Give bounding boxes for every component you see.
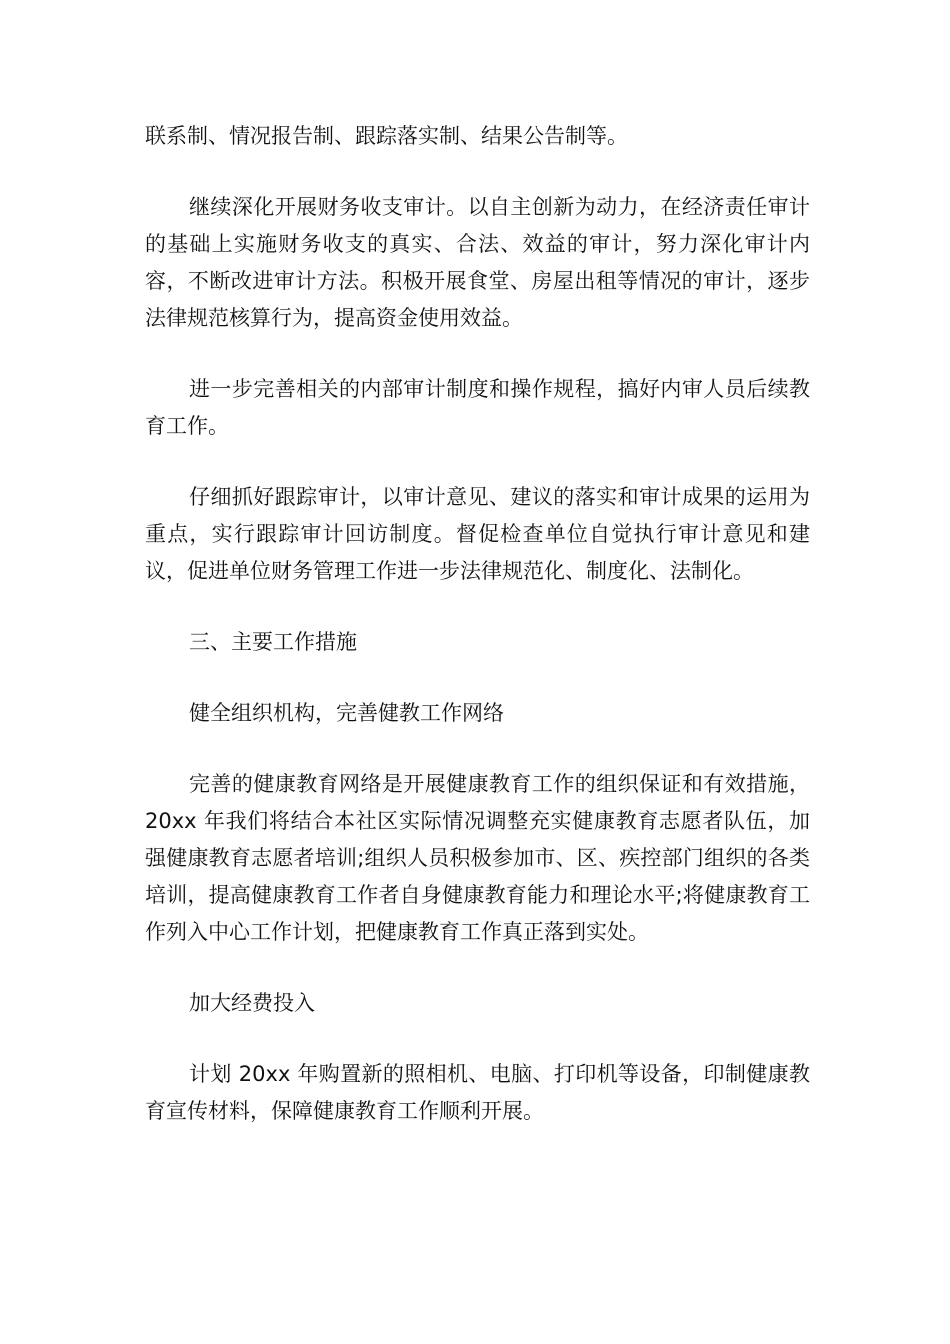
paragraph-6: 计划 20xx 年购置新的照相机、电脑、打印机等设备，印制健康教育宣传材料，保障健康教育工作顺利开展。 <box>145 1062 810 1123</box>
subheading-1: 健全组织机构，完善健教工作网络 <box>189 701 504 725</box>
paragraph-2: 继续深化开展财务收支审计。以自主创新为动力，在经济责任审计的基础上实施财务收支的真实、合法、效益的审计，努力深化审计内容，不断改进审计方法。积极开展食堂、房屋出租等情况的审计，逐步法律规范核算行为，提高资金使用效益。 <box>145 195 810 330</box>
paragraph-3: 进一步完善相关的内部审计制度和操作规程，搞好内审人员后续教育工作。 <box>145 377 810 438</box>
paragraph-5: 完善的健康教育网络是开展健康教育工作的组织保证和有效措施，20xx 年我们将结合本社区实际情况调整充实健康教育志愿者队伍，加强健康教育志愿者培训;组织人员积极参加市、区、疾控部门组织的各类培训，提高健康教育工作者自身健康教育能力和理论水平;将健康教育工作列入中心工作计划，把健康教育工作真正落到实处。 <box>145 772 810 944</box>
section-heading: 三、主要工作措施 <box>189 630 357 654</box>
paragraph-4: 仔细抓好跟踪审计，以审计意见、建议的落实和审计成果的运用为重点，实行跟踪审计回访制度。督促检查单位自觉执行审计意见和建议，促进单位财务管理工作进一步法律规范化、制度化、法制化。 <box>145 485 810 583</box>
paragraph-1: 联系制、情况报告制、跟踪落实制、结果公告制等。 <box>145 124 628 148</box>
subheading-2: 加大经费投入 <box>189 991 315 1015</box>
document-body <box>145 118 810 1164</box>
